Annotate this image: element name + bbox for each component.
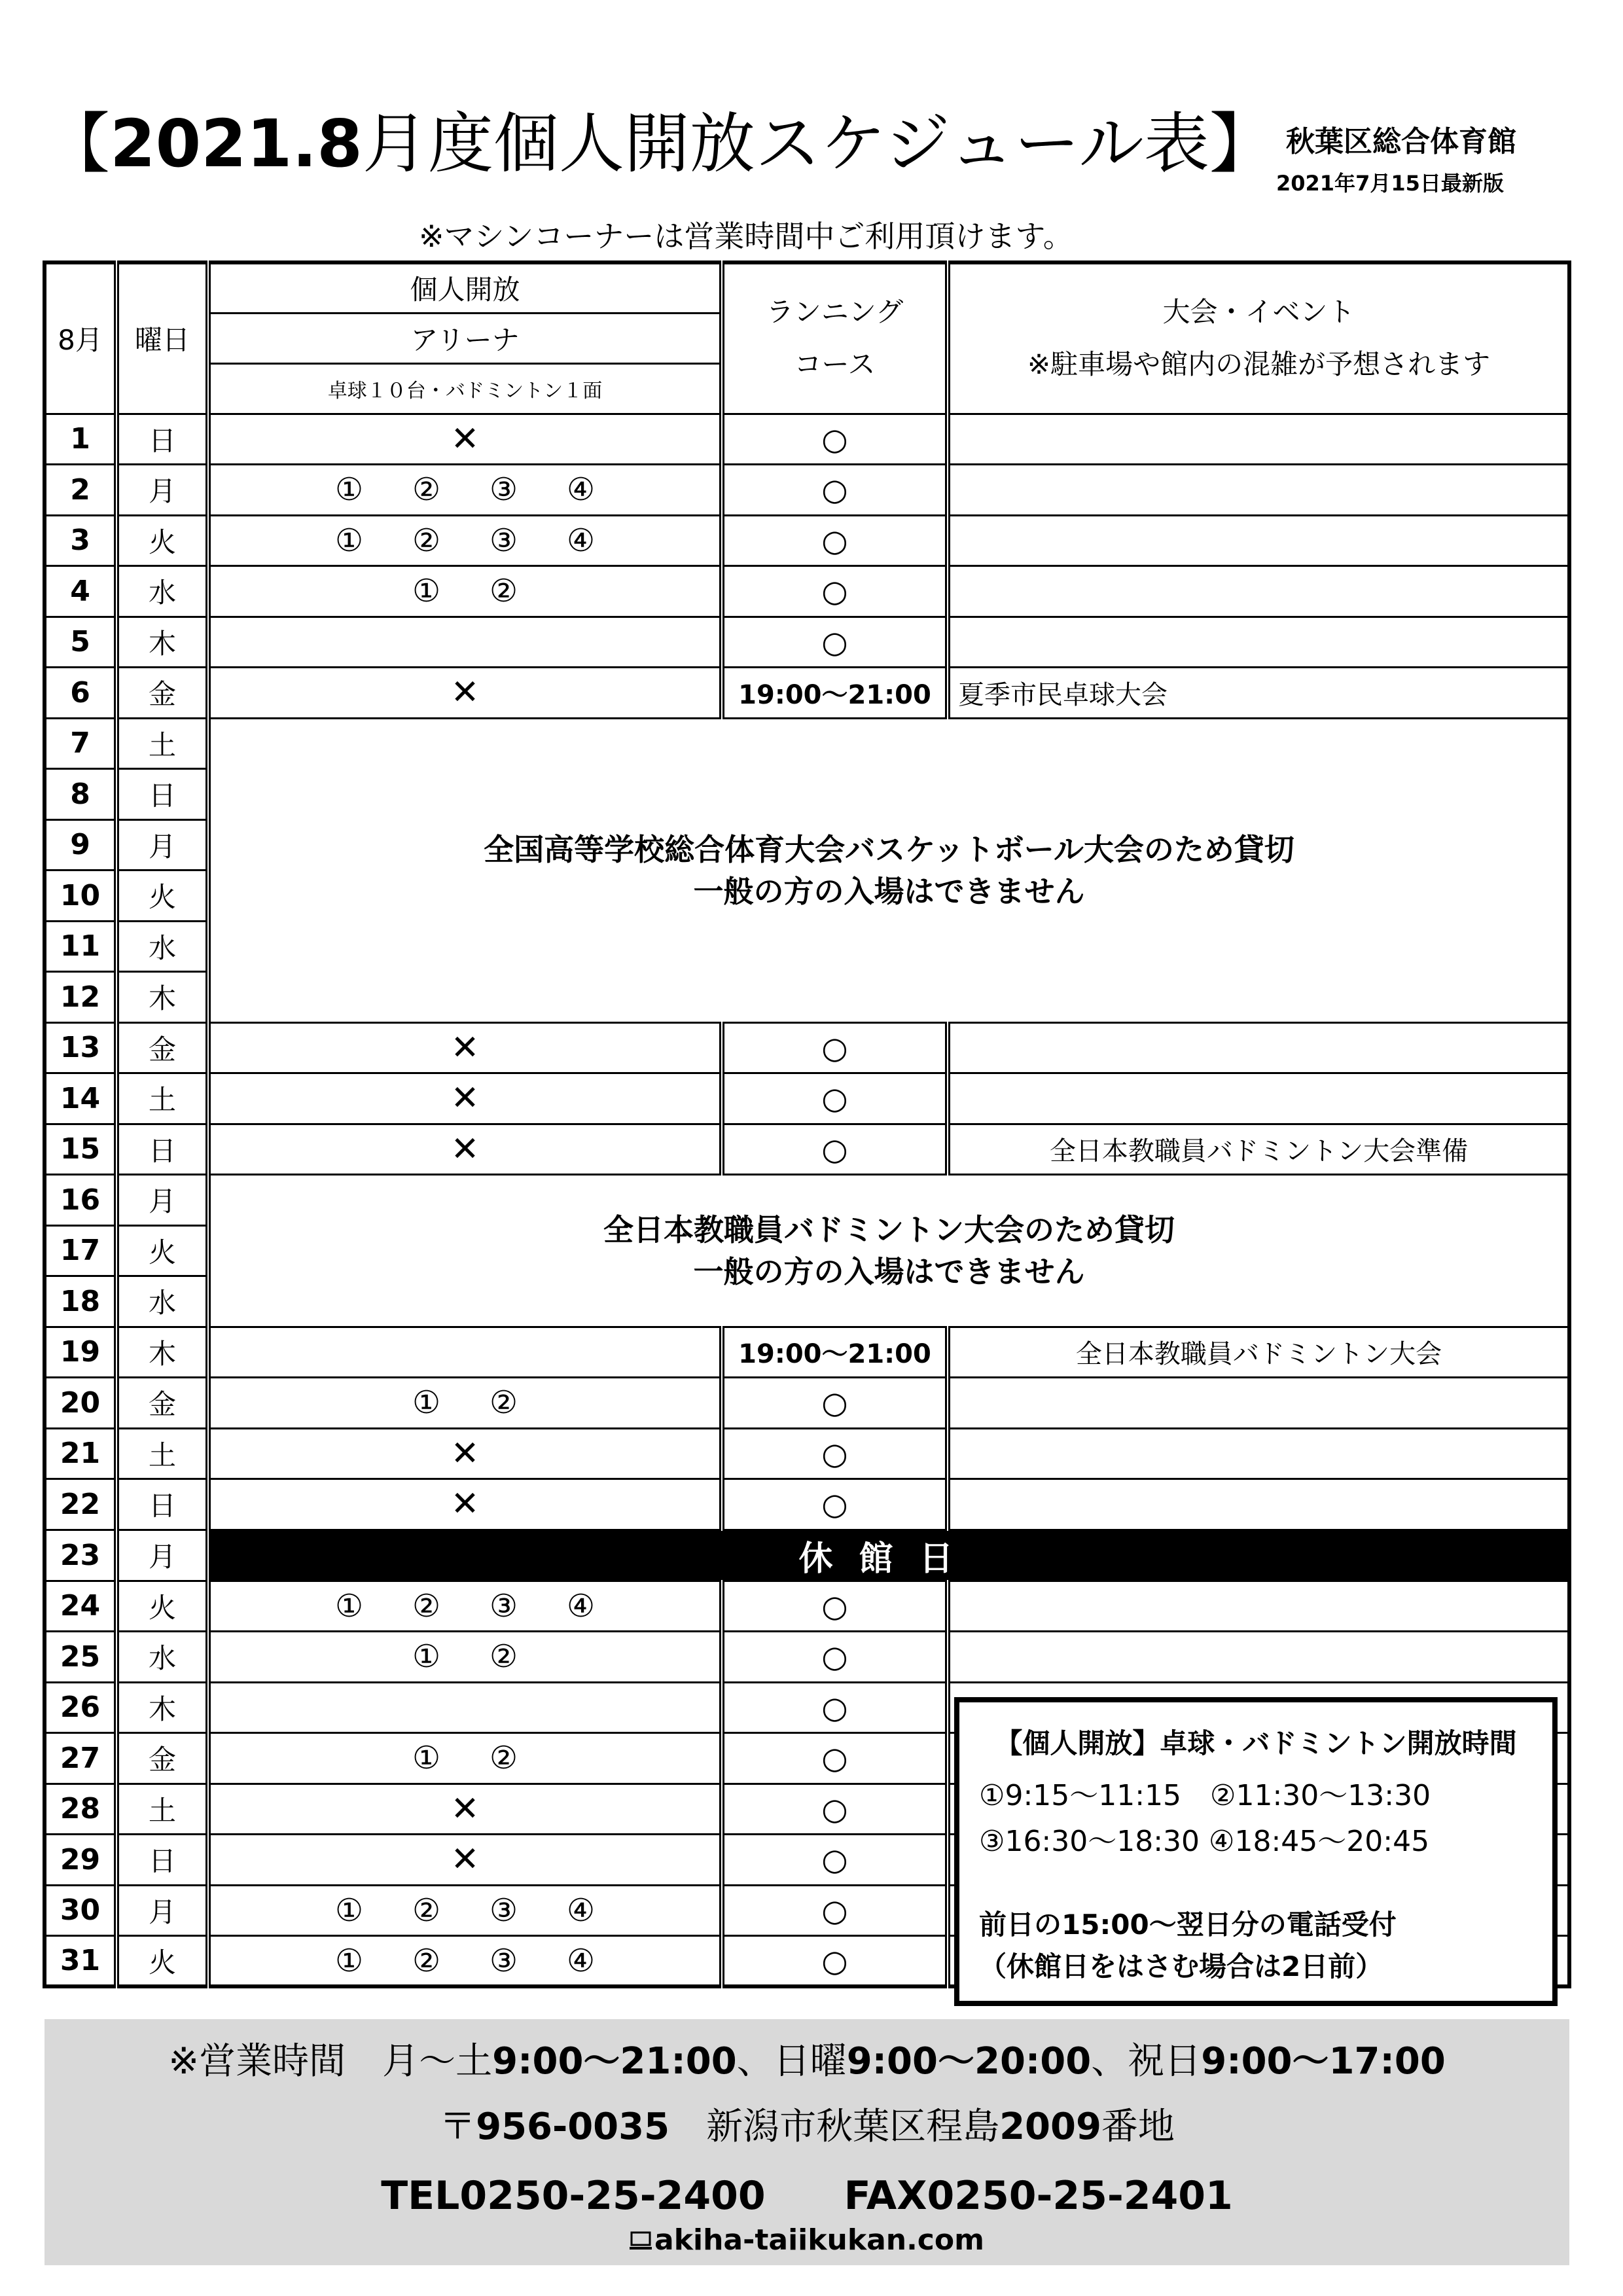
day-number: 18 xyxy=(45,1276,116,1327)
notice-line-1: 全日本教職員バドミントン大会のため貸切 xyxy=(603,1211,1175,1247)
slot-4-mark: ④ xyxy=(566,471,596,509)
footer xyxy=(45,2019,1569,2265)
day-number: 14 xyxy=(45,1073,116,1124)
circle-mark: ○ xyxy=(821,1791,848,1827)
arena-availability xyxy=(208,1327,722,1378)
slot-4-mark: ④ xyxy=(566,1892,596,1929)
circle-mark: ○ xyxy=(821,1385,848,1421)
weekday: 木 xyxy=(116,972,208,1023)
arena-availability xyxy=(208,1378,722,1429)
weekday: 月 xyxy=(116,819,208,870)
slot-2-mark: ② xyxy=(489,1384,518,1422)
slot-3-mark: ③ xyxy=(489,1587,518,1624)
table-row xyxy=(45,1581,1569,1632)
address-number: 2009 xyxy=(999,2106,1101,2148)
address-text: 新潟市秋葉区程島 xyxy=(706,2106,1000,2148)
event-cell xyxy=(948,1479,1569,1530)
header-month: 8月 xyxy=(45,262,116,414)
postal-mark: 〒 xyxy=(439,2106,476,2148)
running-course-status xyxy=(722,465,948,516)
day-number: 10 xyxy=(45,870,116,922)
circle-mark: ○ xyxy=(821,1689,848,1725)
circle-mark: ○ xyxy=(821,1943,848,1979)
event-cell xyxy=(948,1073,1569,1124)
notice-line-2: 一般の方の入場はできません xyxy=(693,1253,1085,1289)
event-cell: 全日本教職員バドミントン大会準備 xyxy=(948,1124,1569,1175)
address-suffix: 番地 xyxy=(1101,2106,1175,2148)
weekday: 日 xyxy=(116,1124,208,1175)
table-row xyxy=(45,1073,1569,1124)
slot-2-mark: ② xyxy=(489,1740,518,1777)
weekday: 日 xyxy=(116,1479,208,1530)
running-course-status xyxy=(722,1124,948,1175)
weekday: 木 xyxy=(116,1327,208,1378)
day-number: 15 xyxy=(45,1124,116,1175)
page-title xyxy=(45,98,1275,190)
table-row xyxy=(45,1327,1569,1378)
table-row xyxy=(45,1479,1569,1530)
address xyxy=(45,2098,1569,2150)
slot-3-mark: ③ xyxy=(489,471,518,509)
day-number: 31 xyxy=(45,1936,116,1987)
day-number: 1 xyxy=(45,414,116,465)
running-course-status xyxy=(722,1378,948,1429)
circle-mark: ○ xyxy=(821,421,848,457)
table-row xyxy=(45,1378,1569,1429)
weekday: 金 xyxy=(116,1733,208,1784)
weekday: 土 xyxy=(116,718,208,769)
day-number: 9 xyxy=(45,819,116,870)
event-cell: 夏季市民卓球大会 xyxy=(948,668,1569,719)
slot-2-mark: ② xyxy=(412,1587,441,1624)
hours-slots-3-4: ③16:30～18:30 ④18:45～20:45 xyxy=(979,1825,1430,1858)
arena-availability xyxy=(208,414,722,465)
notice-line-1: 全国高等学校総合体育大会バスケットボール大会のため貸切 xyxy=(484,831,1294,867)
slot-1-mark: ① xyxy=(412,1638,441,1676)
arena-availability xyxy=(208,465,722,516)
arena-availability xyxy=(208,515,722,566)
website-link[interactable]: akiha-taiikukan.com xyxy=(654,2223,984,2257)
day-number: 8 xyxy=(45,769,116,820)
event-cell xyxy=(948,566,1569,617)
running-course-status xyxy=(722,1632,948,1683)
table-row xyxy=(45,1428,1569,1479)
circle-mark: ○ xyxy=(821,1892,848,1928)
header-running-course xyxy=(722,262,948,414)
reservation-notice-badminton xyxy=(208,1175,1569,1327)
running-course-status xyxy=(722,1784,948,1835)
arena-availability xyxy=(208,1632,722,1683)
weekday: 金 xyxy=(116,668,208,719)
cross-mark: ✕ xyxy=(450,1840,480,1880)
weekday: 火 xyxy=(116,515,208,566)
hours-weekday: 9:00～21:00 xyxy=(492,2040,737,2083)
day-number: 30 xyxy=(45,1885,116,1936)
day-number: 5 xyxy=(45,617,116,668)
notice-line-2: 一般の方の入場はできません xyxy=(693,873,1085,909)
facility-name: 秋葉区総合体育館 xyxy=(1286,125,1516,158)
running-course-status xyxy=(722,566,948,617)
weekday: 火 xyxy=(116,1936,208,1987)
slot-4-mark: ④ xyxy=(566,522,596,559)
weekday: 火 xyxy=(116,870,208,922)
table-row xyxy=(45,465,1569,516)
running-course-status: 19:00～21:00 xyxy=(722,1327,948,1378)
event-cell xyxy=(948,1428,1569,1479)
hours-sunday-label: 、日曜 xyxy=(736,2040,847,2083)
weekday: 土 xyxy=(116,1428,208,1479)
running-course-status xyxy=(722,414,948,465)
postal-code: 956-0035 xyxy=(476,2106,670,2148)
cross-mark: ✕ xyxy=(450,419,480,459)
cross-mark: ✕ xyxy=(450,673,480,713)
weekday: 日 xyxy=(116,1835,208,1886)
arena-availability xyxy=(208,1124,722,1175)
running-course-status xyxy=(722,515,948,566)
hours-holiday: 9:00～17:00 xyxy=(1201,2040,1446,2083)
title-text: 月度個人開放スケジュール表 xyxy=(362,105,1209,182)
hours-sunday: 9:00～20:00 xyxy=(846,2040,1092,2083)
slot-4-mark: ④ xyxy=(566,1587,596,1624)
weekday: 土 xyxy=(116,1784,208,1835)
day-number: 25 xyxy=(45,1632,116,1683)
day-number: 13 xyxy=(45,1022,116,1073)
slot-1-mark: ① xyxy=(334,1587,364,1624)
circle-mark: ○ xyxy=(821,1486,848,1522)
weekday: 火 xyxy=(116,1225,208,1276)
circle-mark: ○ xyxy=(821,1740,848,1776)
fax-number: FAX0250-25-2401 xyxy=(844,2173,1233,2219)
table-row xyxy=(45,1124,1569,1175)
arena-availability xyxy=(208,668,722,719)
running-course-status: 19:00～21:00 xyxy=(722,668,948,719)
machine-corner-note: ※マシンコーナーは営業時間中ご利用頂けます。 xyxy=(419,219,1073,254)
table-row xyxy=(45,566,1569,617)
arena-availability xyxy=(208,1885,722,1936)
day-number: 17 xyxy=(45,1225,116,1276)
day-number: 19 xyxy=(45,1327,116,1378)
header-personal-open: 個人開放 xyxy=(208,262,722,313)
weekday: 金 xyxy=(116,1022,208,1073)
website[interactable] xyxy=(45,2223,1569,2257)
slot-2-mark: ② xyxy=(489,573,518,610)
day-number: 24 xyxy=(45,1581,116,1632)
contact-numbers xyxy=(45,2164,1569,2221)
hours-prefix: ※営業時間 月～土 xyxy=(168,2040,493,2083)
weekday: 火 xyxy=(116,1581,208,1632)
weekday: 木 xyxy=(116,1682,208,1733)
arena-availability xyxy=(208,1784,722,1835)
updated-date: 2021年7月15日最新版 xyxy=(1276,171,1504,196)
circle-mark: ○ xyxy=(821,1842,848,1878)
title-year: 2021.8 xyxy=(110,105,363,182)
header-weekday: 曜日 xyxy=(116,262,208,414)
slot-1-mark: ① xyxy=(334,1892,364,1929)
arena-availability xyxy=(208,1835,722,1886)
header-course: コース xyxy=(794,348,876,381)
day-number: 21 xyxy=(45,1428,116,1479)
slot-3-mark: ③ xyxy=(489,522,518,559)
slot-2-mark: ② xyxy=(412,471,441,509)
day-number: 11 xyxy=(45,921,116,972)
table-row xyxy=(45,1175,1569,1226)
weekday: 日 xyxy=(116,769,208,820)
slot-2-mark: ② xyxy=(489,1638,518,1676)
circle-mark: ○ xyxy=(821,573,848,609)
running-course-status xyxy=(722,1428,948,1479)
tel-number: TEL0250-25-2400 xyxy=(381,2173,766,2219)
weekday: 水 xyxy=(116,566,208,617)
day-number: 20 xyxy=(45,1378,116,1429)
cross-mark: ✕ xyxy=(450,1433,480,1473)
circle-mark: ○ xyxy=(821,522,848,558)
day-number: 23 xyxy=(45,1530,116,1581)
reservation-notice-basketball xyxy=(208,718,1569,1022)
day-number: 7 xyxy=(45,718,116,769)
slot-3-mark: ③ xyxy=(489,1942,518,1979)
running-course-status xyxy=(722,617,948,668)
day-number: 4 xyxy=(45,566,116,617)
weekday: 木 xyxy=(116,617,208,668)
weekday: 水 xyxy=(116,1632,208,1683)
cross-mark: ✕ xyxy=(450,1129,480,1169)
table-row xyxy=(45,414,1569,465)
event-cell xyxy=(948,1022,1569,1073)
weekday: 金 xyxy=(116,1378,208,1429)
day-number: 22 xyxy=(45,1479,116,1530)
running-course-status xyxy=(722,1479,948,1530)
circle-mark: ○ xyxy=(821,1588,848,1624)
day-number: 16 xyxy=(45,1175,116,1226)
table-row xyxy=(45,617,1569,668)
table-row xyxy=(45,1022,1569,1073)
slot-1-mark: ① xyxy=(334,471,364,509)
slot-4-mark: ④ xyxy=(566,1942,596,1979)
header-arena-note: 卓球１０台・バドミントン１面 xyxy=(208,363,722,414)
weekday: 月 xyxy=(116,1530,208,1581)
table-row xyxy=(45,668,1569,719)
table-row xyxy=(45,1632,1569,1683)
phone-reception-note-holiday: （休館日をはさむ場合は2日前） xyxy=(979,1950,1383,1982)
slot-1-mark: ① xyxy=(412,1384,441,1422)
weekday: 水 xyxy=(116,921,208,972)
arena-availability xyxy=(208,1022,722,1073)
slot-1-mark: ① xyxy=(412,573,441,610)
weekday: 日 xyxy=(116,414,208,465)
circle-mark: ○ xyxy=(821,472,848,508)
header-running: ランニング xyxy=(766,296,904,329)
header-events-title: 大会・イベント xyxy=(1162,296,1355,329)
day-number: 28 xyxy=(45,1784,116,1835)
cross-mark: ✕ xyxy=(450,1079,480,1119)
table-row xyxy=(45,718,1569,769)
weekday: 月 xyxy=(116,1885,208,1936)
header-events-note: ※駐車場や館内の混雑が予想されます xyxy=(1027,348,1491,381)
arena-availability xyxy=(208,1733,722,1784)
day-number: 26 xyxy=(45,1682,116,1733)
running-course-status xyxy=(722,1581,948,1632)
event-cell xyxy=(948,414,1569,465)
computer-icon xyxy=(630,2231,652,2251)
hours-slots-1-2: ①9:15～11:15 ②11:30～13:30 xyxy=(979,1779,1431,1812)
running-course-status xyxy=(722,1022,948,1073)
circle-mark: ○ xyxy=(821,1639,848,1675)
hours-holiday-label: 、祝日 xyxy=(1091,2040,1202,2083)
slot-3-mark: ③ xyxy=(489,1892,518,1929)
arena-availability xyxy=(208,1936,722,1987)
circle-mark: ○ xyxy=(821,1081,848,1117)
weekday: 土 xyxy=(116,1073,208,1124)
slot-2-mark: ② xyxy=(412,1892,441,1929)
event-cell xyxy=(948,1632,1569,1683)
business-hours xyxy=(45,2032,1569,2085)
closed-day-banner: 休館日 xyxy=(208,1530,1569,1581)
weekday: 月 xyxy=(116,1175,208,1226)
hours-box-title: 【個人開放】卓球・バドミントン開放時間 xyxy=(995,1727,1517,1759)
cross-mark: ✕ xyxy=(450,1028,480,1067)
arena-availability xyxy=(208,1479,722,1530)
arena-availability xyxy=(208,1073,722,1124)
slot-1-mark: ① xyxy=(412,1740,441,1777)
event-cell xyxy=(948,515,1569,566)
header-arena: アリーナ xyxy=(208,313,722,363)
day-number: 27 xyxy=(45,1733,116,1784)
weekday: 月 xyxy=(116,465,208,516)
day-number: 2 xyxy=(45,465,116,516)
day-number: 29 xyxy=(45,1835,116,1886)
arena-availability xyxy=(208,566,722,617)
running-course-status xyxy=(722,1073,948,1124)
weekday: 水 xyxy=(116,1276,208,1327)
title-bracket-close: 】 xyxy=(1209,105,1275,182)
opening-hours-box xyxy=(954,1697,1558,2006)
running-course-status xyxy=(722,1885,948,1936)
event-cell xyxy=(948,1378,1569,1429)
arena-availability xyxy=(208,617,722,668)
day-number: 6 xyxy=(45,668,116,719)
circle-mark: ○ xyxy=(821,1435,848,1471)
day-number: 3 xyxy=(45,515,116,566)
slot-2-mark: ② xyxy=(412,1942,441,1979)
running-course-status xyxy=(722,1936,948,1987)
circle-mark: ○ xyxy=(821,624,848,660)
running-course-status xyxy=(722,1835,948,1886)
day-number: 12 xyxy=(45,972,116,1023)
title-bracket-open: 【 xyxy=(45,105,110,182)
cross-mark: ✕ xyxy=(450,1484,480,1524)
circle-mark: ○ xyxy=(821,1131,848,1167)
arena-availability xyxy=(208,1428,722,1479)
table-row xyxy=(45,1530,1569,1581)
cross-mark: ✕ xyxy=(450,1789,480,1829)
header-events xyxy=(948,262,1569,414)
phone-reception-note: 前日の15:00～翌日分の電話受付 xyxy=(979,1909,1397,1941)
arena-availability xyxy=(208,1581,722,1632)
running-course-status xyxy=(722,1733,948,1784)
arena-availability xyxy=(208,1682,722,1733)
circle-mark: ○ xyxy=(821,1030,848,1066)
running-course-status xyxy=(722,1682,948,1733)
table-row xyxy=(45,515,1569,566)
slot-2-mark: ② xyxy=(412,522,441,559)
slot-1-mark: ① xyxy=(334,1942,364,1979)
slot-1-mark: ① xyxy=(334,522,364,559)
event-cell: 全日本教職員バドミントン大会 xyxy=(948,1327,1569,1378)
event-cell xyxy=(948,1581,1569,1632)
event-cell xyxy=(948,465,1569,516)
event-cell xyxy=(948,617,1569,668)
